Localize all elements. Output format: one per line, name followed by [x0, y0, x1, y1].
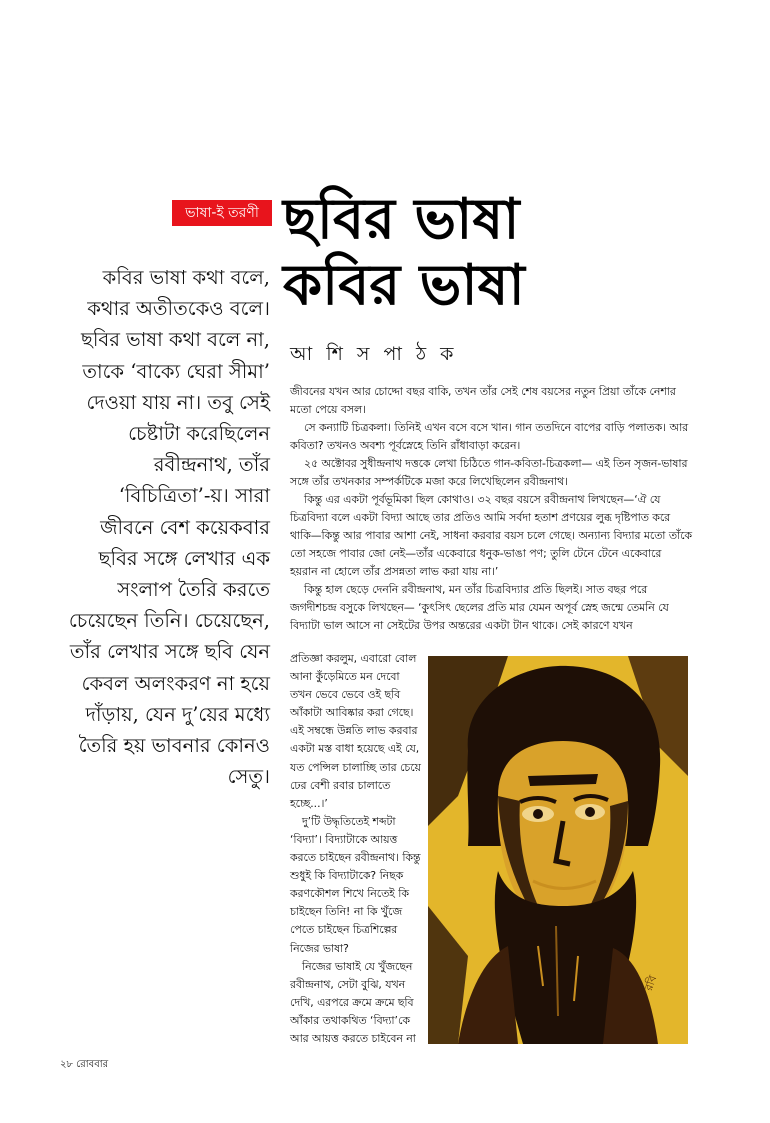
page-footer: ২৮ রোববার [60, 1059, 109, 1070]
body-paragraph: নিজের ভাষাই যে খুঁজছেন রবীন্দ্রনাথ, সেটা বুঝি, যখন দেখি, এরপরে ক্রমে ক্রমে ছবি আঁকার তথাকথিত ‘বিদ্যা’কে আর আয়ত্ত করতে চাইবেন না [290, 959, 416, 1045]
body-text [290, 383, 692, 635]
body-paragraph: দু’টি উদ্ধৃতিতেই শব্দটা ‘বিদ্যা’। বিদ্যাটাকে আয়ত্ত করতে চাইছেন রবীন্দ্রনাথ। কিন্তু শুধুই কি বিদ্যাটাকে? নিছক করণকৌশল শিখে নিতেই কি চাইছেন তিনি! না কি খুঁজে পেতে চাইছেন চিত্রশিল্পের নিজের ভাষা? [290, 814, 421, 955]
body-paragraph: ২৫ অক্টোবর সুধীন্দ্রনাথ দত্তকে লেখা চিঠিতে গান-কবিতা-চিত্রকলা— এই তিন সৃজন-ভাষার সঙ্গে তাঁর তখনকার সম্পর্কটিকে মজা করে লিখেছিলেন রবীন্দ্রনাথ। [290, 457, 688, 488]
narrow-column-text [290, 650, 422, 1048]
portrait-painting [428, 656, 688, 1044]
standfirst: কবির ভাষা কথা বলে, কথার অতীতকেও বলে। ছবির ভাষা কথা বলে না, তাকে ‘বাক্যে ঘেরা সীমা’ দেওয়া যায় না। তবু সেই চেষ্টাটা করেছিলেন রবীন্দ্রনাথ, তাঁর ‘বিচিত্রিতা’-য়। সারা জীবনে বেশ কয়েকবার ছবির সঙ্গে লেখার এক সংলাপ তৈরি করতে চেয়েছেন তিনি। চেয়েছেন, তাঁর লেখার সঙ্গে ছবি যেন কেবল অলংকরণ না হয়ে দাঁড়ায়, যেন দু’য়ের মধ্যে তৈরি হয় ভাবনার কোনও সেতু। [68, 266, 270, 789]
section-badge: ভাষা-ই তরণী [172, 200, 272, 226]
body-paragraph: প্রতিজ্ঞা করলুম, এবারো বোল আনা কুঁড়েমিতে মন দেবো তখন ভেবে ভেবে ওই ছবি আঁকাটা আবিষ্কার করা গেছে। এই সম্বন্ধে উন্নতি লাভ করবার একটা মস্ত বাধা হয়েছে এই যে, যত পেন্সিল চালাচ্ছি তার চেয়ে ঢের বেশী রবার চালাতে হচ্ছে...।’ [290, 652, 421, 810]
painting-signature: রবি [641, 973, 660, 993]
body-paragraph: জীবনের যখন আর চোদ্দো বছর বাকি, তখন তাঁর সেই শেষ বয়সের নতুন প্রিয়া তাঁকে নেশার মতো পেয়ে বসল। [290, 385, 676, 416]
title-line-1: ছবির ভাষা [283, 186, 520, 252]
body-paragraph: সে কন্যাটি চিত্রকলা। তিনিই এখন বসে বসে খান। গান ততদিনে বাপের বাড়ি পলাতক। আর কবিতা? তখনও অবশ্য পূর্বস্নেহে তিনি রাঁধাবাড়া করেন। [290, 421, 689, 452]
body-paragraph: কিন্তু হাল ছেড়ে দেননি রবীন্দ্রনাথ, মন তাঁর চিত্রবিদ্যার প্রতি ছিলই। সাত বছর পরে জগদীশচন্দ্র বসুকে লিখছেন— ‘কুৎসিৎ ছেলের প্রতি মার যেমন অপূর্ব স্নেহ জন্মে তেমনি যে বিদ্যাটা ভাল আসে না সেইটের উপর অন্তরের একটা টান থাকে। সেই কারণে যখন [290, 583, 669, 632]
title-line-2: কবির ভাষা [283, 252, 525, 318]
author-byline: আ শি স পা ঠ ক [290, 343, 458, 365]
body-paragraph: কিন্তু এর একটা পূর্বভূমিকা ছিল কোথাও। ৩২ বছর বয়সে রবীন্দ্রনাথ লিখছেন—‘ঐ যে চিত্রবিদ্যা বলে একটা বিদ্যা আছে তার প্রতিও আমি সর্বদা হতাশ প্রণয়ের লুব্ধ দৃষ্টিপাত করে থাকি—কিন্তু আর পাবার আশা নেই, সাধনা করবার বয়স চলে গেছে। অন্যান্য বিদ্যার মতো তাঁকে তো সহজে পাবার জো নেই—তাঁর একেবারে ধনুক-ভাঙা পণ; তুলি টেনে টেনে একেবারে হয়রান না হোলে তাঁর প্রসন্নতা লাভ করা যায় না।’ [290, 493, 692, 578]
article-title [283, 186, 525, 318]
